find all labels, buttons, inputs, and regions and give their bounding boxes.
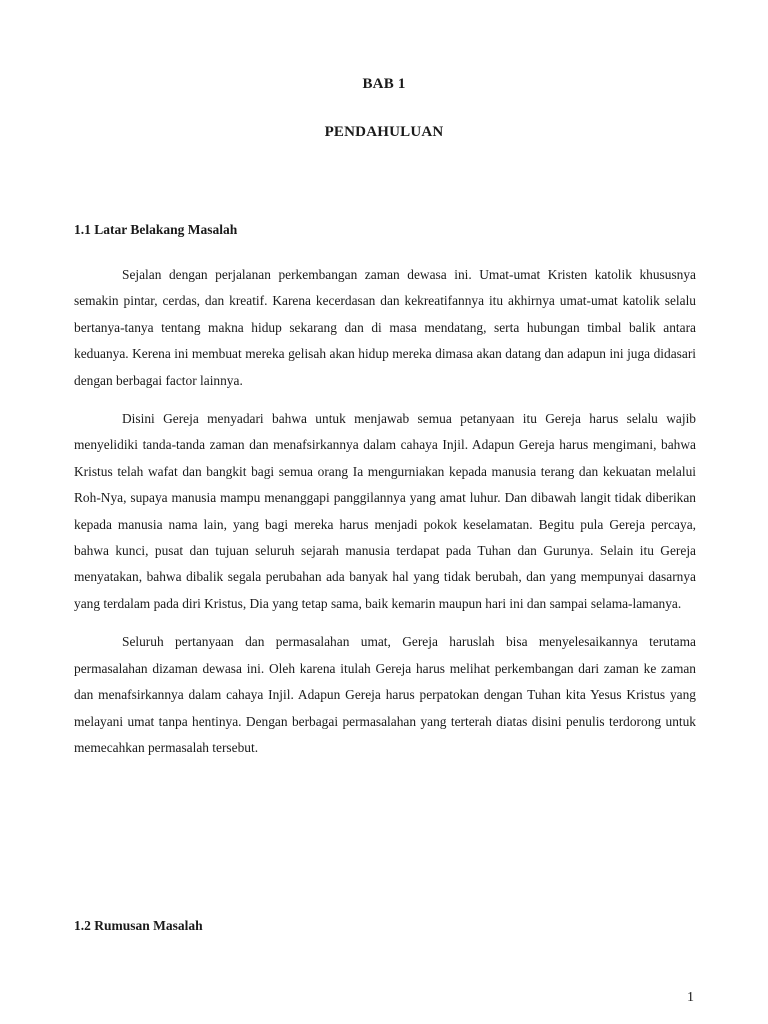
paragraph: Seluruh pertanyaan dan permasalahan umat, Gereja haruslah bisa menyelesaikannya terutama permasalahan dizaman dewasa ini. Oleh karena itulah Gereja harus melihat perkembangan dari zaman ke zaman dan menafsirkannya dalam cahaya Injil. Adapun Gereja harus perpatokan dengan Tuhan kita Yesus Kristus yang melayani umat tanpa hentinya. Dengan berbagai permasalahan yang terterah diatas disini penulis terdorong untuk memecahkan permasalah tersebut.: [74, 634, 696, 755]
chapter-title: PENDAHULUAN: [324, 124, 444, 140]
section-heading-latar-belakang: 1.1 Latar Belakang Masalah: [74, 222, 238, 237]
section-heading-rumusan-masalah: 1.2 Rumusan Masalah: [74, 918, 203, 933]
section-body-latar-belakang: [74, 262, 696, 773]
paragraph: Sejalan dengan perjalanan perkembangan zaman dewasa ini. Umat-umat Kristen katolik khususnya semakin pintar, cerdas, dan kreatif. Karena kecerdasan dan kekreatifannya itu akhirnya umat-umat katolik selalu bertanya-tanya tentang makna hidup sekarang dan di masa mendatang, serta hubungan timbal balik antara keduanya. Kerena ini membuat mereka gelisah akan hidup mereka dimasa akan datang dan adapun ini juga didasari dengan berbagai factor lainnya.: [74, 267, 696, 388]
page-number: 1: [687, 990, 694, 1005]
chapter-number: BAB 1: [362, 76, 406, 92]
paragraph: Disini Gereja menyadari bahwa untuk menjawab semua petanyaan itu Gereja harus selalu wajib menyelidiki tanda-tanda zaman dan menafsirkannya dalam cahaya Injil. Adapun Gereja harus mengimani, bahwa Kristus telah wafat dan bangkit bagi semua orang Ia mengurniakan kepada manusia terang dan kekuatan melalui Roh-Nya, supaya manusia mampu menanggapi panggilannya yang amat luhur. Dan dibawah langit tidak diberikan kepada manusia nama lain, yang bagi mereka harus menjadi pokok keselamatan. Begitu pula Gereja percaya, bahwa kunci, pusat dan tujuan seluruh sejarah manusia terdapat pada Tuhan dan Gurunya. Selain itu Gereja menyatakan, bahwa dibalik segala perubahan ada banyak hal yang tidak berubah, dan yang mempunyai dasarnya yang terdalam pada diri Kristus, Dia yang tetap sama, baik kemarin maupun hari ini dan sampai selama-lamanya.: [74, 411, 696, 611]
